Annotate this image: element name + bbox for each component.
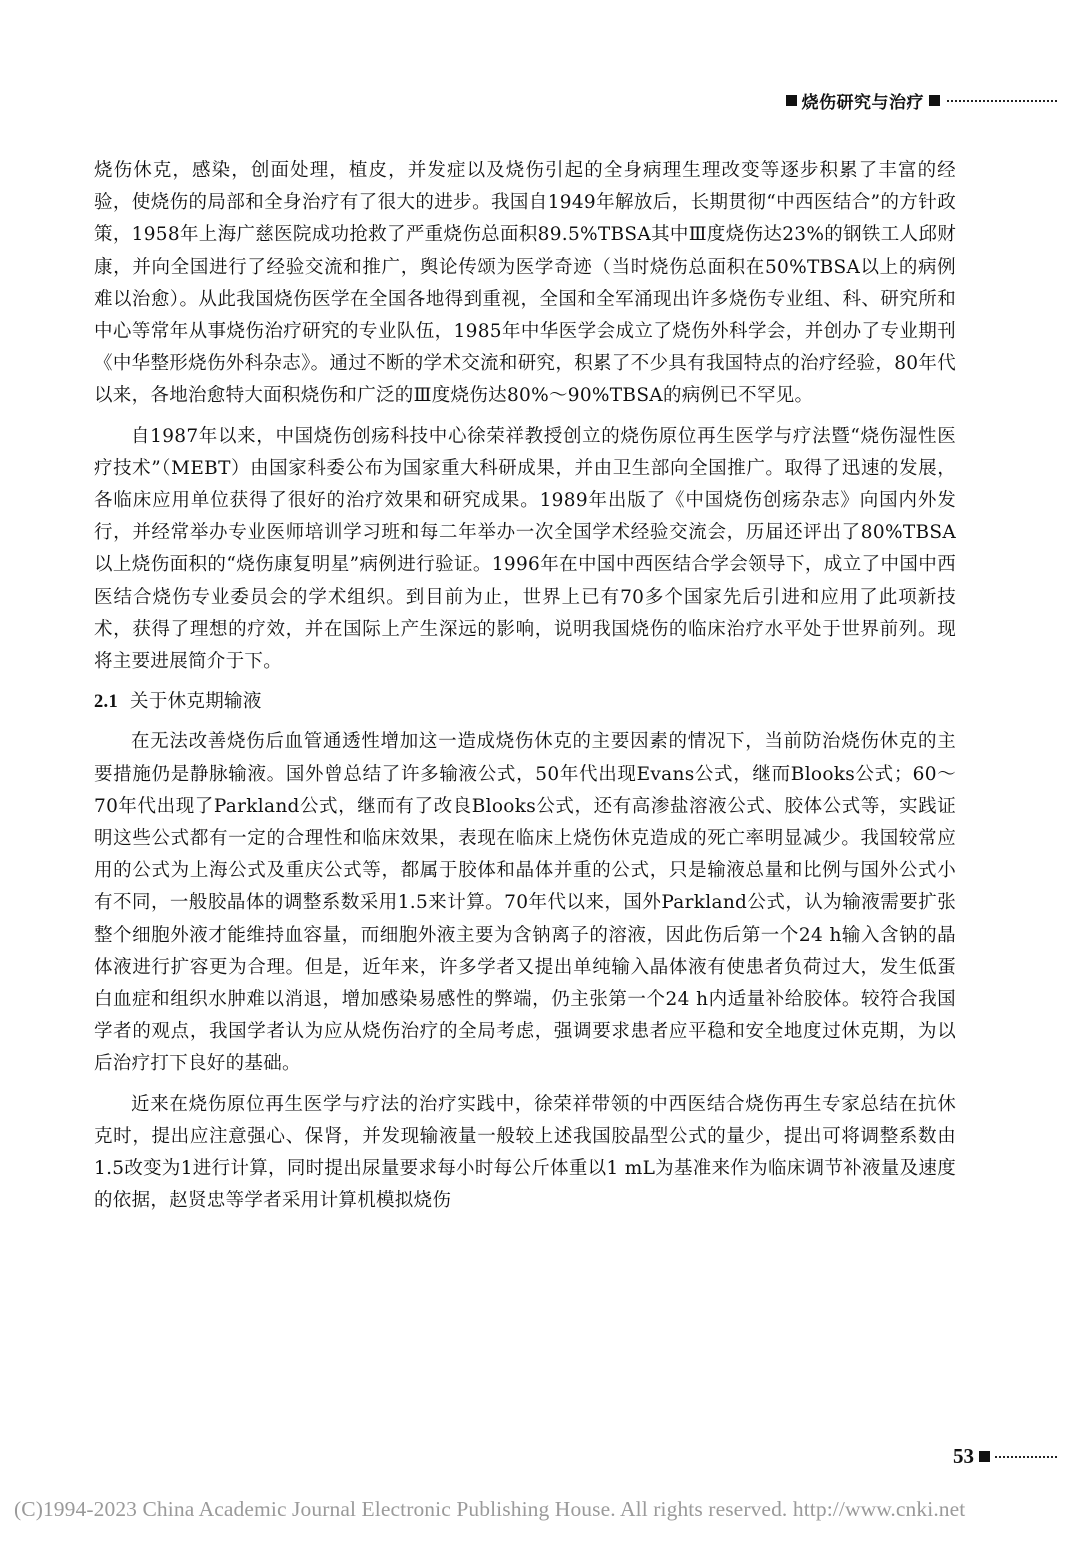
- copyright-notice: (C)1994-2023 China Academic Journal Electronic Publishing House. All rights reserved. http://www.cnki.net: [14, 1497, 966, 1521]
- paragraph: 自1987年以来，中国烧伤创疡科技中心徐荣祥教授创立的烧伤原位再生医学与疗法暨“烧伤湿性医疗技术”（MEBT）由国家科委公布为国家重大科研成果，并由卫生部向全国推广。取得了迅速的发展，各临床应用单位获得了很好的治疗效果和研究成果。1989年出版了《中国烧伤创疡杂志》向国内外发行，并经常举办专业医师培训学习班和每二年举办一次全国学术经验交流会，历届还评出了80%TBSA以上烧伤面积的“烧伤康复明星”病例进行验证。1996年在中国中西医结合学会领导下，成立了中国中西医结合烧伤专业委员会的学术组织。到目前为止，世界上已有70多个国家先后引进和应用了此项新技术，获得了理想的疗效，并在国际上产生深远的影响，说明我国烧伤的临床治疗水平处于世界前列。现将主要进展简介于下。: [94, 425, 956, 673]
- section-heading: [94, 686, 956, 718]
- square-bullet-icon: [979, 1451, 990, 1462]
- page-number: 53: [953, 1444, 974, 1468]
- dotted-rule: [995, 1456, 1057, 1458]
- section-title: 关于休克期输液: [130, 691, 262, 713]
- dotted-rule: [947, 100, 1057, 102]
- square-bullet-icon: [786, 95, 797, 106]
- running-header: [781, 88, 1058, 113]
- paragraph: 近来在烧伤原位再生医学与疗法的治疗实践中，徐荣祥带领的中西医结合烧伤再生专家总结在抗休克时，提出应注意强心、保肾，并发现输液量一般较上述我国胶晶型公式的量少，提出可将调整系数由1.5改变为1进行计算，同时提出尿量要求每小时每公斤体重以1 mL为基准来作为临床调节补液量及速度的依据，赵贤忠等学者采用计算机模拟烧伤: [94, 1093, 956, 1212]
- page-footer: [953, 1444, 1057, 1469]
- page-body: [94, 155, 956, 1226]
- paragraph: 烧伤休克，感染，创面处理，植皮，并发症以及烧伤引起的全身病理生理改变等逐步积累了丰富的经验，使烧伤的局部和全身治疗有了很大的进步。我国自1949年解放后，长期贯彻“中西医结合”的方针政策，1958年上海广慈医院成功抢救了严重烧伤总面积89.5%TBSA其中Ⅲ度烧伤达23%的钢铁工人邱财康，并向全国进行了经验交流和推广，舆论传颂为医学奇迹（当时烧伤总面积在50%TBSA以上的病例难以治愈）。从此我国烧伤医学在全国各地得到重视，全国和全军涌现出许多烧伤专业组、科、研究所和中心等常年从事烧伤治疗研究的专业队伍，1985年中华医学会成立了烧伤外科学会，并创办了专业期刊《中华整形烧伤外科杂志》。通过不断的学术交流和研究，积累了不少具有我国特点的治疗经验，80年代以来，各地治愈特大面积烧伤和广泛的Ⅲ度烧伤达80%～90%TBSA的病例已不罕见。: [94, 160, 956, 407]
- section-number: 2.1: [94, 692, 119, 713]
- square-bullet-icon: [929, 95, 940, 106]
- running-title: 烧伤研究与治疗: [801, 93, 924, 113]
- paragraph: 在无法改善烧伤后血管通透性增加这一造成烧伤休克的主要因素的情况下，当前防治烧伤休克的主要措施仍是静脉输液。国外曾总结了许多输液公式，50年代出现Evans公式，继而Blooks公式；60～70年代出现了Parkland公式，继而有了改良Blooks公式，还有高渗盐溶液公式、胶体公式等，实践证明这些公式都有一定的合理性和临床效果，表现在临床上烧伤休克造成的死亡率明显减少。我国较常应用的公式为上海公式及重庆公式等，都属于胶体和晶体并重的公式，只是输液总量和比例与国外公式小有不同，一般胶晶体的调整系数采用1.5来计算。70年代以来，国外Parkland公式，认为输液需要扩张整个细胞外液才能维持血容量，而细胞外液主要为含钠离子的溶液，因此伤后第一个24 h输入含钠的晶体液进行扩容更为合理。但是，近年来，许多学者又提出单纯输入晶体液有使患者负荷过大，发生低蛋白血症和组织水肿难以消退，增加感染易感性的弊端，仍主张第一个24 h内适量补给胶体。较符合我国学者的观点，我国学者认为应从烧伤治疗的全局考虑，强调要求患者应平稳和安全地度过休克期，为以后治疗打下良好的基础。: [94, 731, 956, 1075]
